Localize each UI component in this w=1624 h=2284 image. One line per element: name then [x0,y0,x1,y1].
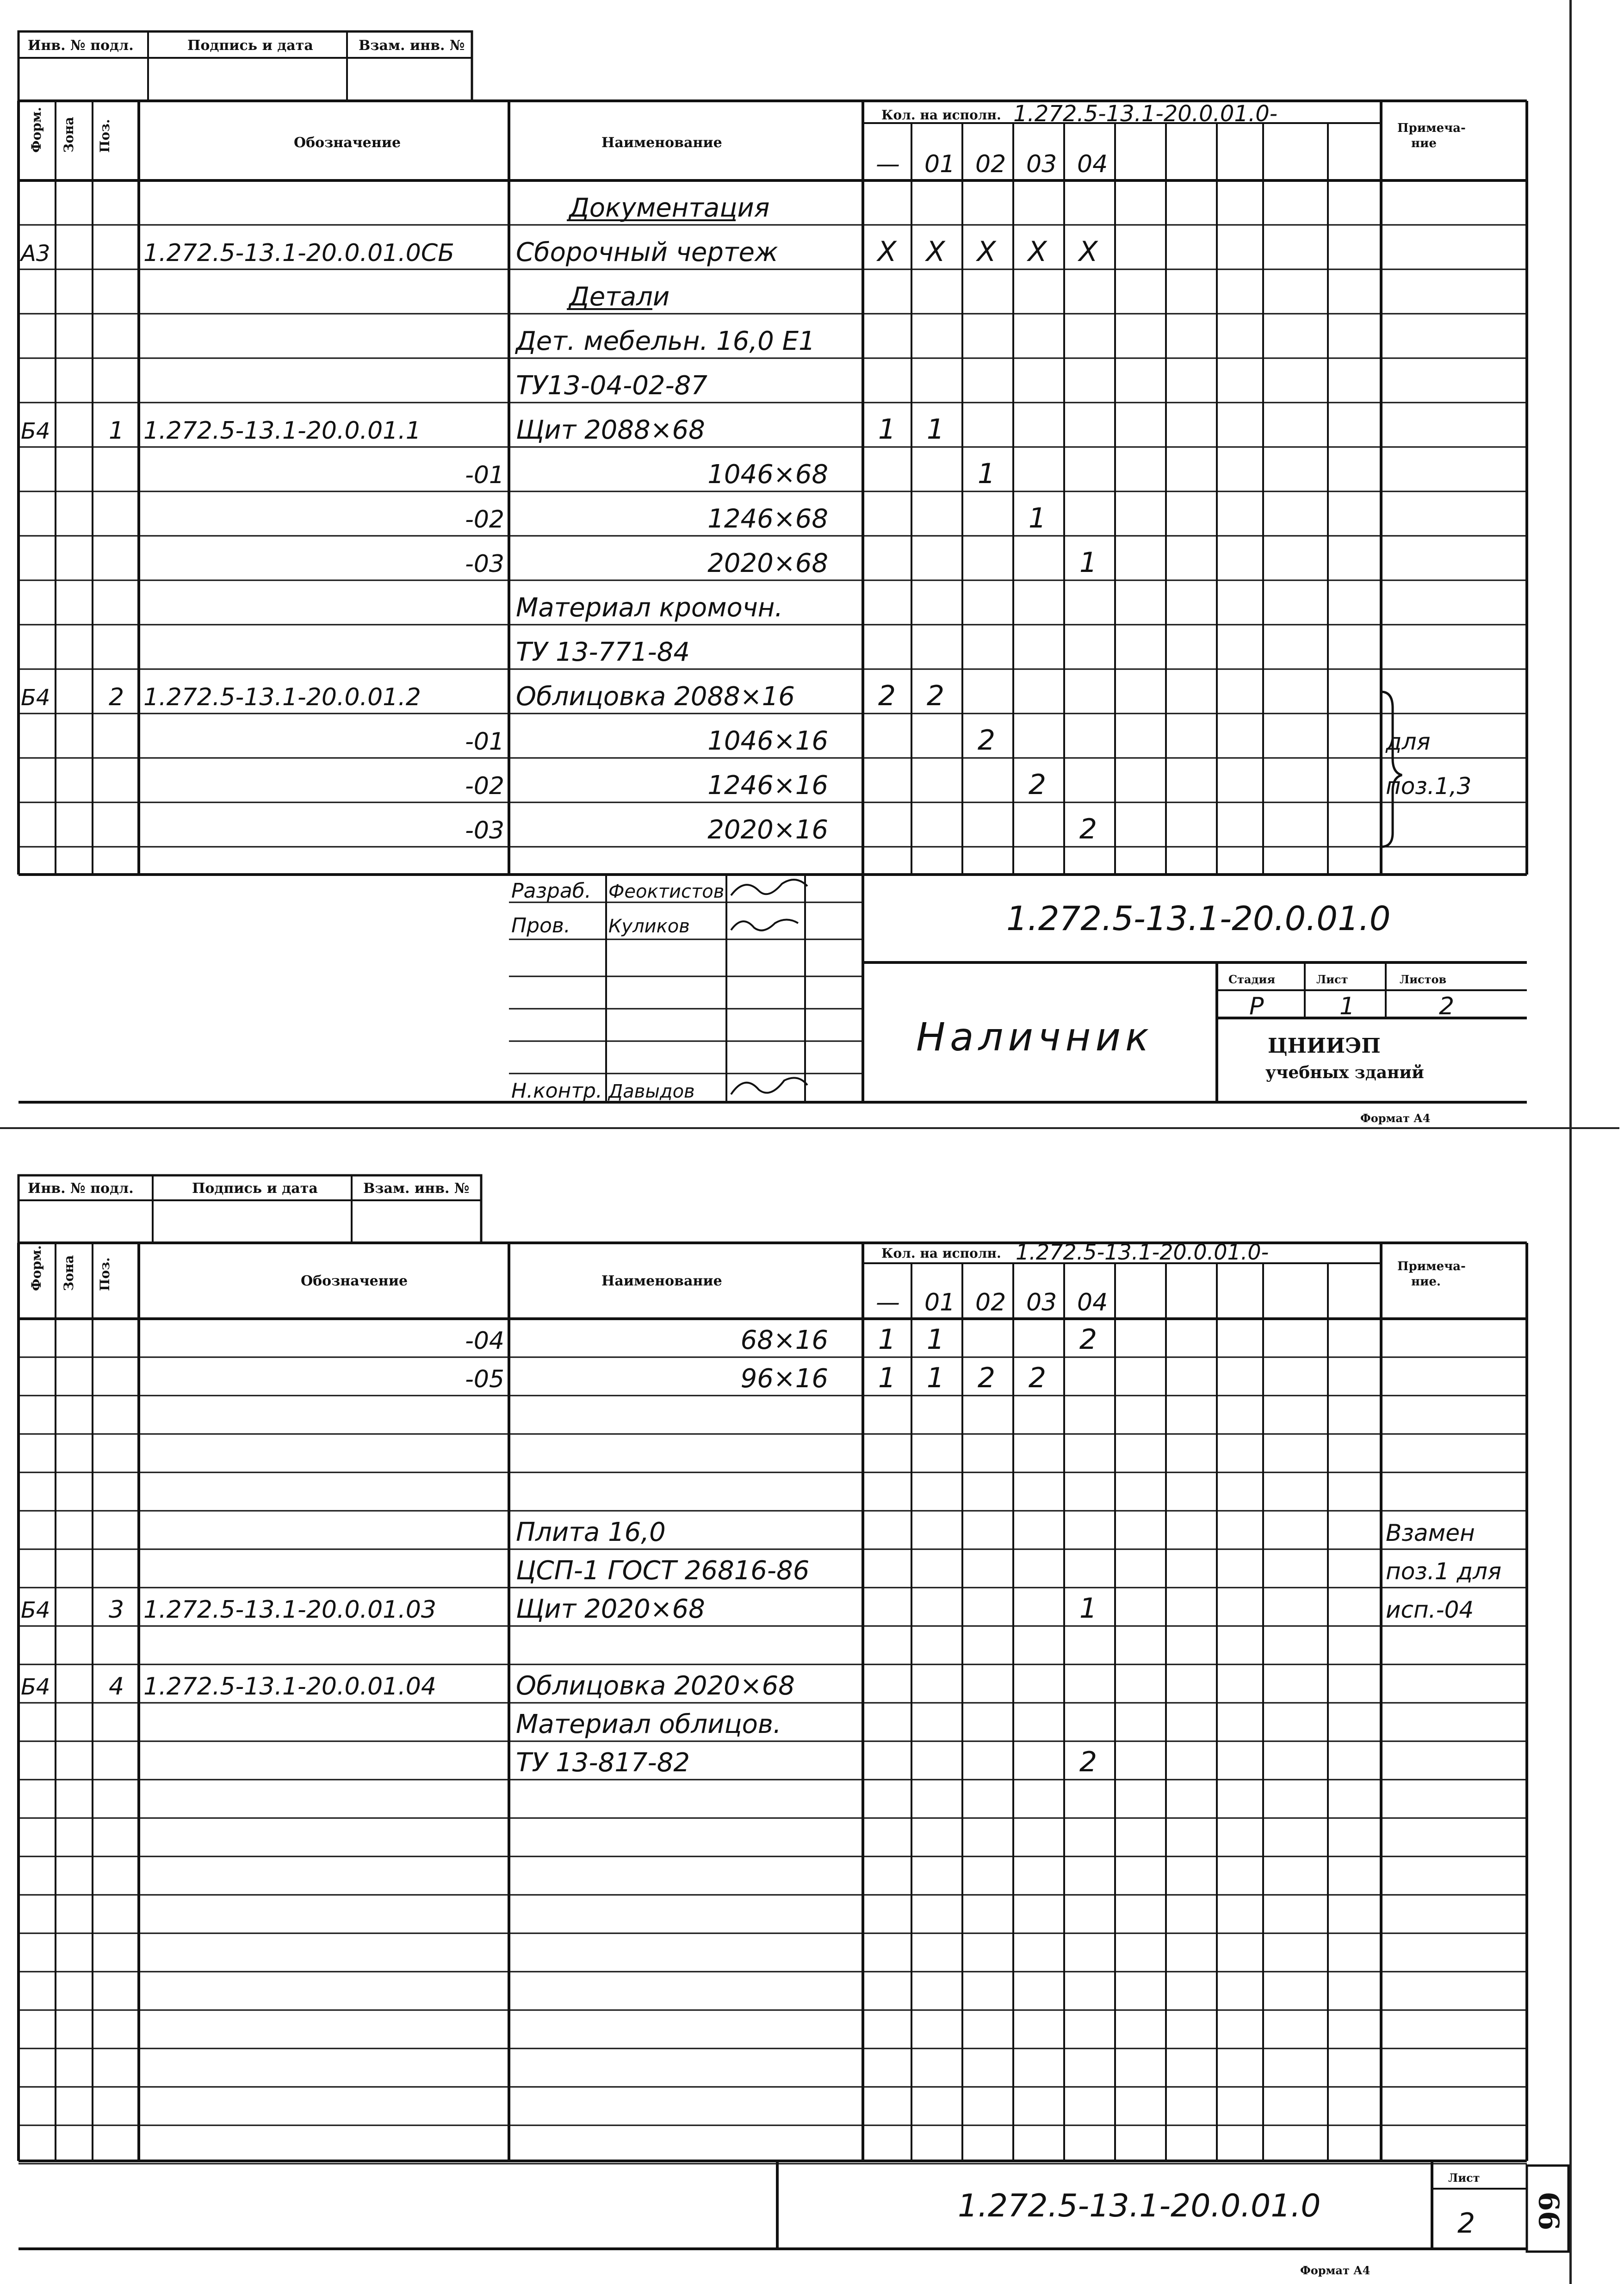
row-qty-1: X [926,236,945,268]
row-qty-2: X [977,236,996,268]
row-designation: -01 [465,461,504,489]
stage-label: Стадия [1228,973,1276,986]
title-block [19,875,1527,1125]
signature-razrab [731,880,807,895]
row-qty-0: 1 [878,413,896,446]
col-format-2: Форм. [29,1245,44,1291]
format-label-2: Формат А4 [1300,2264,1370,2277]
format-label: Формат А4 [1360,1111,1431,1125]
row-name: Облицовка 2088×16 [516,682,795,712]
table-row [465,724,1431,757]
row-note: исп.-04 [1386,1596,1474,1623]
row-format: Б4 [21,1674,50,1700]
table-row [465,502,1046,534]
sheet-1-rows [19,193,1471,845]
table-row [465,458,995,490]
table-row [465,1362,1046,1394]
row-qty-3: X [1028,236,1047,268]
table-row [21,1592,1474,1625]
col-note-2: ние [1411,137,1437,150]
row-name: ЦСП-1 ГОСТ 26816-86 [516,1556,810,1586]
col-note: Примеча- [1397,121,1466,135]
sheet-label: Лист [1316,973,1348,986]
inv-label: Инв. № подл. [28,37,134,54]
row-name: 1046×16 [707,726,828,756]
row-position: 3 [109,1596,124,1624]
row-qty-4: 1 [1079,546,1097,579]
table-row [516,637,690,667]
row-qty-3: 2 [1028,1362,1047,1394]
row-qty-1: 1 [926,413,945,446]
row-qty-4: 2 [1079,1746,1097,1778]
table-row [567,282,669,312]
col-pos-2: Поз. [97,1257,112,1291]
approval-stamp-2 [19,1175,481,1243]
col-kol: Кол. на исполн. [881,107,1001,123]
row-qty-3: 2 [1028,769,1047,801]
variant-label-1: 01 [924,150,955,178]
col-zone: Зона [61,117,76,153]
table-header [29,101,1466,153]
table-row [514,326,815,356]
row-name: Детали [569,282,670,312]
row-qty-3: 1 [1028,502,1047,534]
row-name: 1046×68 [707,459,828,490]
sheet-2 [0,1129,1624,2284]
row-name: Материал кромочн. [516,593,783,623]
sheets-label: Листов [1400,973,1447,986]
table-row [516,1517,1475,1547]
sign-label-2: Подпись и дата [192,1180,318,1197]
col-note-2a: Примеча- [1397,1260,1466,1273]
row-designation: -03 [465,817,504,844]
col-designation: Обозначение [294,135,401,151]
table-row [19,236,1098,268]
row-qty-2: 2 [977,1362,996,1394]
kol-code-2: 1.272.5-13.1-20.0.01.0- [1016,1240,1269,1265]
row-qty-1: 1 [926,1323,945,1356]
table-row [516,1709,781,1739]
sheet-1-drawing [0,0,1624,1129]
col-name: Наименование [601,135,722,151]
kol-code: 1.272.5-13.1-20.0.01.0- [1013,101,1278,127]
stage-value: Р [1249,993,1264,1020]
table-row [21,413,944,446]
row-format: Б4 [21,685,50,711]
product-name: Наличник [916,1014,1153,1060]
variant-label-4: 04 [1077,150,1108,178]
sheet-2-rows [21,1323,1501,1778]
row-qty-1: 2 [926,680,945,712]
row-name: Материал облицов. [516,1709,781,1739]
variant-label-3: 03 [1026,1289,1057,1316]
row-qty-4: 2 [1079,813,1097,845]
row-name: Дет. мебельн. 16,0 Е1 [516,326,815,356]
variant-label-4: 04 [1077,1289,1108,1316]
variant-label-0: — [876,150,900,178]
sheet-label-2: Лист [1448,2171,1480,2185]
sheets-value: 2 [1439,993,1455,1020]
row-designation: -01 [465,728,504,756]
row-format: Б4 [21,1597,50,1623]
table-row [465,1323,1097,1356]
approval-stamp [19,31,472,101]
table-row [567,193,769,223]
table-row [516,371,707,401]
prov-label: Пров. [511,914,570,937]
row-qty-4: 1 [1079,1592,1097,1625]
col-kol-2: Кол. на исполн. [881,1246,1001,1261]
table-row [21,680,944,712]
row-name: ТУ 13-817-82 [516,1748,690,1778]
sheet-value-2: 2 [1457,2207,1475,2240]
row-designation: 1.272.5-13.1-20.0.01.0СБ [143,239,454,267]
row-name: Облицовка 2020×68 [516,1671,795,1701]
row-note: для [1386,728,1431,755]
row-qty-4: X [1079,236,1098,268]
table-row [516,1556,1501,1586]
col-name-2: Наименование [601,1273,722,1289]
doc-code-2: 1.272.5-13.1-20.0.01.0 [958,2188,1321,2224]
variant-label-1: 01 [924,1289,955,1316]
row-qty-4: 2 [1079,1323,1097,1356]
table-row [465,546,1097,579]
inv-label-2: Инв. № подл. [28,1180,134,1197]
row-name: Сборочный чертеж [516,237,778,267]
vzam-label: Взам. инв. № [359,37,465,54]
row-name: Документация [569,193,770,223]
sign-label: Подпись и дата [187,37,313,54]
row-position: 2 [109,683,124,711]
title-block-2 [19,2161,1568,2277]
row-qty-1: 1 [926,1362,945,1394]
razrab-label: Разраб. [511,879,591,903]
variant-label-0: — [876,1289,900,1316]
row-name: 68×16 [740,1325,828,1355]
row-name: 2020×16 [707,815,828,845]
row-note: поз.1,3 [1386,773,1472,800]
row-designation: 1.272.5-13.1-20.0.01.2 [143,683,421,711]
row-name: Щит 2088×68 [516,415,705,445]
org-line-2: учебных зданий [1265,1063,1424,1082]
row-designation: -04 [465,1327,504,1355]
row-name: Щит 2020×68 [516,1594,705,1624]
row-qty-2: 2 [977,724,996,757]
variant-label-3: 03 [1026,150,1057,178]
sheet-1 [0,0,1624,1129]
variant-label-2: 02 [975,150,1006,178]
row-name: ТУ13-04-02-87 [516,371,707,401]
row-qty-0: 1 [878,1323,896,1356]
prov-name: Куликов [608,916,690,937]
row-qty-0: 2 [878,680,896,712]
table-row [465,769,1471,801]
razrab-name: Феоктистов [608,881,725,902]
vzam-label-2: Взам. инв. № [363,1180,470,1197]
row-name: Плита 16,0 [516,1517,666,1547]
row-name: 1246×68 [707,504,828,534]
row-position: 1 [109,417,124,445]
col-note-2b: ние. [1411,1275,1441,1289]
sheet-value: 1 [1339,993,1355,1020]
col-format: Форм. [29,107,44,153]
col-pos: Поз. [97,119,112,153]
table-row [21,1671,795,1701]
variant-label-2: 02 [975,1289,1006,1316]
row-name: 96×16 [740,1364,828,1394]
table-row [465,813,1097,845]
signature-prov [731,920,798,931]
row-designation: -03 [465,550,504,578]
row-format: Б4 [21,418,50,444]
row-qty-0: 1 [878,1362,896,1394]
table-header-2 [29,1240,1466,1291]
row-designation: -02 [465,506,504,534]
col-zone-2: Зона [61,1255,76,1291]
doc-code: 1.272.5-13.1-20.0.01.0 [1006,899,1391,938]
row-designation: 1.272.5-13.1-20.0.01.03 [143,1596,436,1624]
row-designation: 1.272.5-13.1-20.0.01.1 [143,417,421,445]
table-row [516,1746,1097,1778]
row-name: 2020×68 [707,548,828,578]
brace-mark [1381,692,1402,847]
row-format: А3 [21,241,50,267]
row-note: поз.1 для [1386,1558,1502,1585]
signature-nkontr [731,1078,807,1094]
col-designation-2: Обозначение [301,1273,408,1289]
nkontr-name: Давыдов [608,1081,695,1102]
sheet-2-drawing [0,1129,1624,2284]
org-line-1: ЦНИИЭП [1268,1034,1381,1058]
row-note: Взамен [1386,1520,1475,1546]
row-name: ТУ 13-771-84 [516,637,690,667]
row-qty-0: X [877,236,897,268]
table-row [516,593,783,623]
row-designation: -02 [465,772,504,800]
row-qty-2: 1 [977,458,996,490]
nkontr-label: Н.контр. [511,1079,602,1103]
row-name: 1246×16 [707,770,828,801]
row-designation: 1.272.5-13.1-20.0.01.04 [143,1673,436,1701]
page-number: 99 [1534,2191,1566,2230]
row-position: 4 [109,1673,124,1701]
row-designation: -05 [465,1365,504,1393]
